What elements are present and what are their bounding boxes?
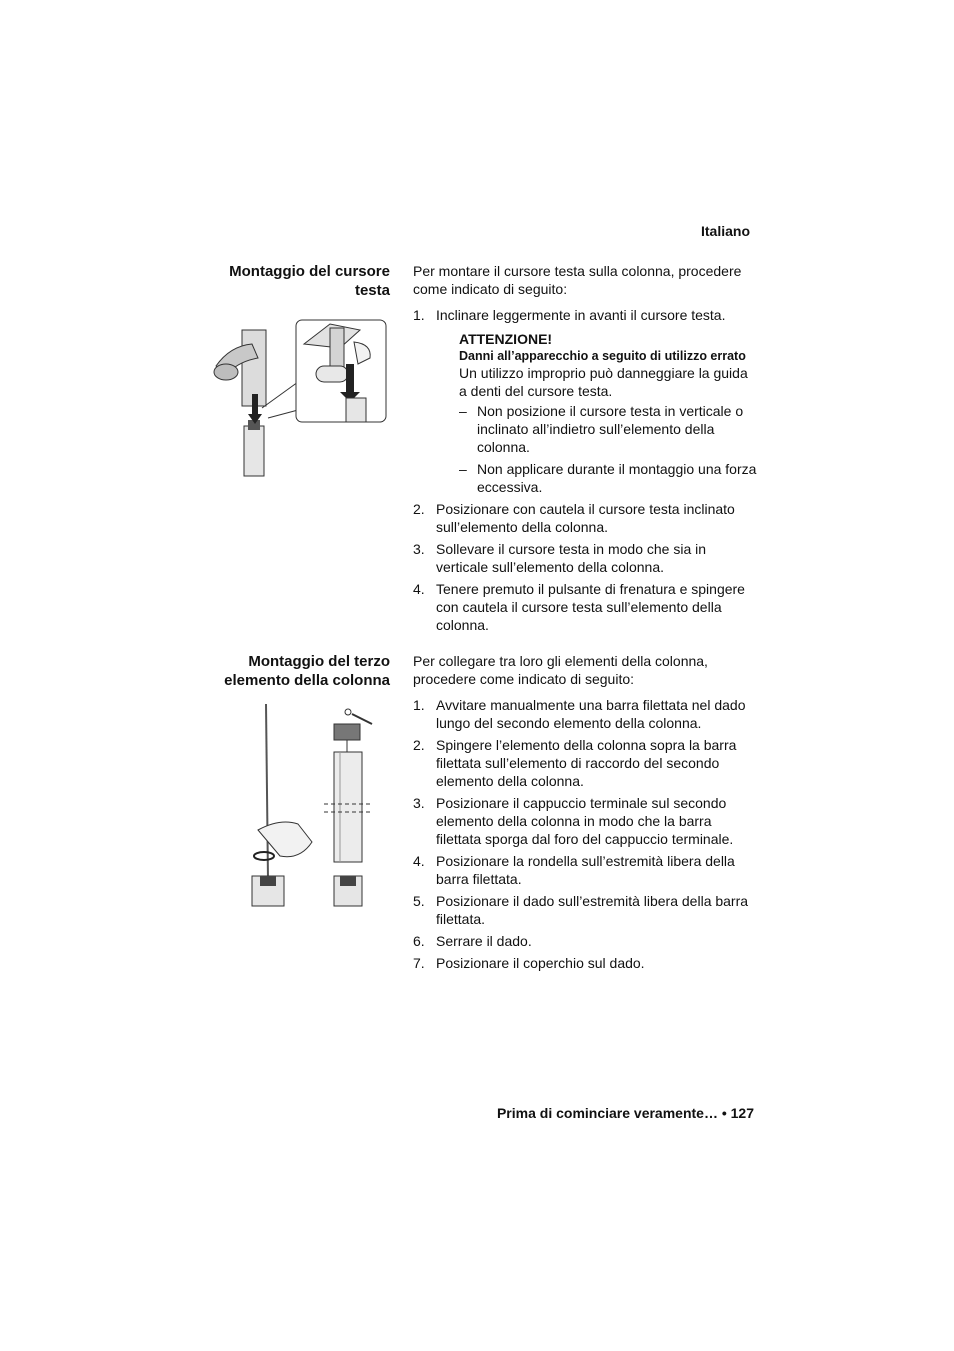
list-item: 4. Posizionare la rondella sull’estremità libera della barra filettata.	[413, 853, 735, 887]
language-label: Italiano	[700, 223, 750, 239]
list-item: 4. Tenere premuto il pulsante di frenatura e spingere con cautela il cursore testa sull’elemento della colonna.	[413, 581, 745, 633]
list-item: 1. Avvitare manualmente una barra filettata nel dado lungo del secondo elemento della colonna.	[413, 697, 746, 731]
list-item: 6. Serrare il dado.	[413, 933, 532, 949]
section1-body	[413, 262, 758, 638]
head-slider-illustration	[212, 318, 390, 478]
list-item: – Non posizione il cursore testa in verticale o inclinato all’indietro sull’elemento della colonna.	[459, 403, 744, 455]
column-assembly-illustration	[240, 700, 380, 908]
list-item: 3. Posizionare il cappuccio terminale sul secondo elemento della colonna in modo che la barra filettata sporga dal foro del cappuccio terminale.	[413, 795, 734, 847]
section1-steps-part2	[413, 500, 758, 634]
list-item: 3. Sollevare il cursore testa in modo che sia in verticale sull’elemento della colonna.	[413, 541, 707, 575]
list-item: 5. Posizionare il dado sull’estremità libera della barra filettata.	[413, 893, 749, 927]
list-item: 1. Inclinare leggermente in avanti il cursore testa.	[413, 307, 726, 323]
warning-bullets	[459, 402, 758, 496]
list-item: – Non applicare durante il montaggio una forza eccessiva.	[459, 461, 757, 495]
warning-box	[459, 330, 758, 496]
section1-intro: Per montare il cursore testa sulla colonna, procedere come indicato di seguito:	[413, 263, 742, 297]
list-item: 2. Posizionare con cautela il cursore testa inclinato sull’elemento della colonna.	[413, 501, 735, 535]
warning-text: Un utilizzo improprio può danneggiare la guida a denti del cursore testa.	[459, 365, 748, 399]
list-item: 7. Posizionare il coperchio sul dado.	[413, 955, 645, 971]
list-item: 2. Spingere l’elemento della colonna sopra la barra filettata sull’elemento di raccordo del secondo elemento della colonna.	[413, 737, 737, 789]
section2-intro: Per collegare tra loro gli elementi della colonna, procedere come indicato di seguito:	[413, 653, 708, 687]
section2-body	[413, 652, 758, 976]
section2-steps	[413, 696, 758, 972]
page-footer: Prima di cominciare veramente… • 127	[496, 1105, 754, 1121]
warning-title: ATTENZIONE!	[459, 331, 553, 347]
warning-subtitle: Danni all’apparecchio a seguito di utilizzo errato	[459, 349, 746, 363]
section-title-head-slider: Montaggio del cursore testa	[229, 263, 390, 299]
section1-steps-part1	[413, 306, 758, 324]
section-title-third-column-element: Montaggio del terzo elemento della colonna	[224, 653, 390, 689]
